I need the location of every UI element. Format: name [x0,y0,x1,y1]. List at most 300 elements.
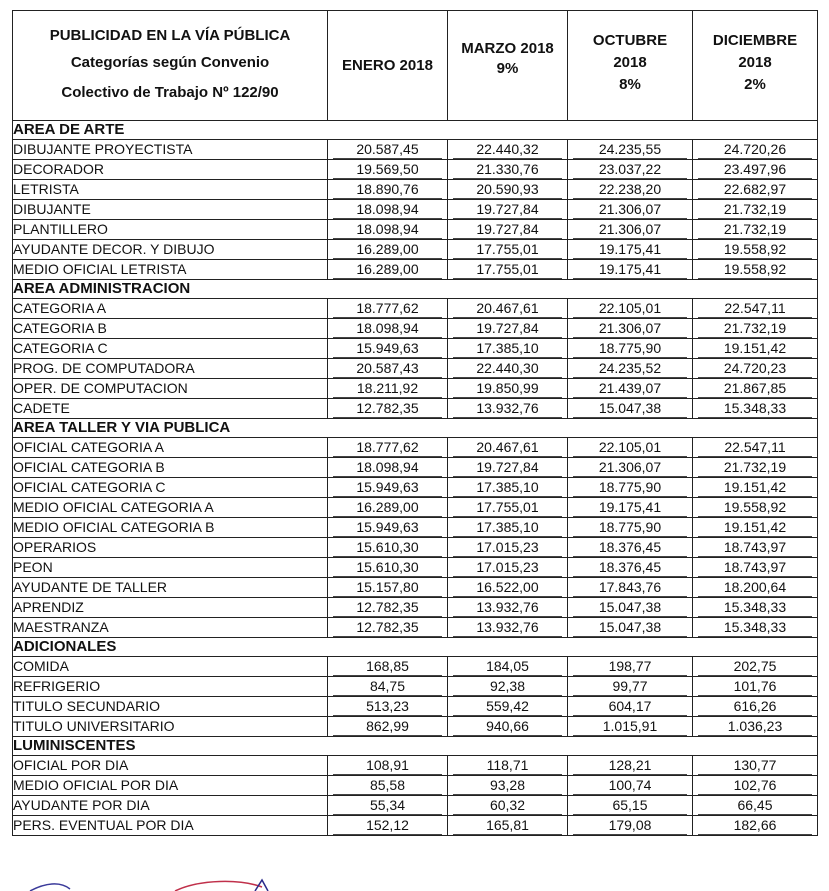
salary-cell [328,299,448,319]
salary-value: 22.105,01 [573,438,687,457]
salary-value: 18.211,92 [333,379,442,398]
salary-cell [328,558,448,578]
salary-cell [328,140,448,160]
salary-cell [568,618,693,638]
category-name: OFICIAL CATEGORIA A [13,438,328,458]
salary-value: 22.682,97 [698,180,812,199]
salary-value: 19.727,84 [453,200,562,219]
salary-cell [448,379,568,399]
salary-cell [693,816,818,836]
salary-cell [568,598,693,618]
salary-value: 18.098,94 [333,220,442,239]
salary-value: 100,74 [573,776,687,795]
column-header-marzo [448,11,568,121]
category-name: CATEGORIA A [13,299,328,319]
salary-cell [328,399,448,419]
salary-value: 19.569,50 [333,160,442,179]
salary-cell [448,339,568,359]
salary-value: 22.440,32 [453,140,562,159]
salary-cell [693,438,818,458]
salary-cell [328,220,448,240]
category-name: OPER. DE COMPUTACION [13,379,328,399]
salary-value: 18.775,90 [573,518,687,537]
salary-value: 92,38 [453,677,562,696]
salary-value: 15.047,38 [573,618,687,637]
salary-value: 17.015,23 [453,558,562,577]
salary-cell [448,677,568,697]
salary-cell [693,618,818,638]
salary-cell [328,260,448,280]
salary-value: 23.037,22 [573,160,687,179]
salary-value: 13.932,76 [453,399,562,418]
salary-cell [448,598,568,618]
salary-cell [693,240,818,260]
category-name: MEDIO OFICIAL CATEGORIA B [13,518,328,538]
salary-cell [448,359,568,379]
salary-value: 15.047,38 [573,399,687,418]
salary-value: 21.330,76 [453,160,562,179]
salary-cell [693,756,818,776]
salary-value: 19.175,41 [573,260,687,279]
column-header-line: MARZO 2018 [461,39,554,57]
salary-value: 19.850,99 [453,379,562,398]
salary-value: 108,91 [333,756,442,775]
category-name: PROG. DE COMPUTADORA [13,359,328,379]
table-row [13,816,818,836]
salary-cell [693,359,818,379]
column-header-line: 2018 [738,53,772,71]
salary-cell [568,796,693,816]
salary-value: 15.949,63 [333,518,442,537]
salary-value: 21.306,07 [573,319,687,338]
salary-cell [568,578,693,598]
salary-value: 604,17 [573,697,687,716]
salary-cell [568,657,693,677]
salary-value: 18.376,45 [573,538,687,557]
salary-cell [328,816,448,836]
salary-value: 85,58 [333,776,442,795]
category-name: OFICIAL CATEGORIA B [13,458,328,478]
salary-value: 940,66 [453,717,562,736]
salary-value: 66,45 [698,796,812,815]
salary-value: 19.727,84 [453,319,562,338]
salary-value: 15.157,80 [333,578,442,597]
table-body [13,121,818,836]
salary-cell [568,458,693,478]
salary-value: 22.238,20 [573,180,687,199]
header-row [13,11,818,121]
salary-value: 15.348,33 [698,618,812,637]
table-row [13,796,818,816]
salary-value: 202,75 [698,657,812,676]
salary-cell [448,796,568,816]
salary-cell [568,240,693,260]
salary-cell [448,240,568,260]
salary-cell [568,359,693,379]
salary-cell [328,180,448,200]
column-header-diciembre [693,11,818,121]
salary-cell [693,717,818,737]
category-name: DIBUJANTE [13,200,328,220]
table-row [13,399,818,419]
category-name: MEDIO OFICIAL CATEGORIA A [13,498,328,518]
salary-value: 22.440,30 [453,359,562,378]
salary-value: 616,26 [698,697,812,716]
category-name: DIBUJANTE PROYECTISTA [13,140,328,160]
salary-cell [328,478,448,498]
salary-cell [693,140,818,160]
salary-cell [448,776,568,796]
salary-cell [448,299,568,319]
salary-cell [568,339,693,359]
salary-cell [568,200,693,220]
salary-value: 19.151,42 [698,339,812,358]
section-title: AREA DE ARTE [13,121,818,140]
salary-value: 513,23 [333,697,442,716]
salary-value: 21.439,07 [573,379,687,398]
salary-cell [693,657,818,677]
salary-cell [448,538,568,558]
salary-value: 19.727,84 [453,220,562,239]
salary-value: 18.777,62 [333,299,442,318]
salary-cell [568,498,693,518]
salary-cell [568,260,693,280]
table-title [13,11,328,121]
category-name: MEDIO OFICIAL LETRISTA [13,260,328,280]
salary-value: 21.306,07 [573,200,687,219]
category-name: PEON [13,558,328,578]
salary-value: 15.047,38 [573,598,687,617]
salary-cell [448,578,568,598]
salary-value: 12.782,35 [333,399,442,418]
table-row [13,160,818,180]
section-title: AREA ADMINISTRACION [13,280,818,299]
salary-value: 184,05 [453,657,562,676]
section-title: ADICIONALES [13,638,818,657]
table-row [13,240,818,260]
salary-value: 19.175,41 [573,498,687,517]
salary-value: 93,28 [453,776,562,795]
salary-value: 1.015,91 [573,717,687,736]
table-row [13,578,818,598]
salary-value: 19.558,92 [698,260,812,279]
salary-cell [693,558,818,578]
section-header-row [13,737,818,756]
salary-cell [693,458,818,478]
salary-value: 152,12 [333,816,442,835]
category-name: CATEGORIA B [13,319,328,339]
salary-value: 18.098,94 [333,319,442,338]
table-row [13,598,818,618]
salary-cell [328,160,448,180]
salary-cell [568,518,693,538]
salary-cell [448,438,568,458]
salary-value: 15.610,30 [333,538,442,557]
salary-cell [448,220,568,240]
salary-table [12,10,818,836]
salary-cell [693,538,818,558]
salary-cell [328,518,448,538]
category-name: PERS. EVENTUAL POR DIA [13,816,328,836]
salary-value: 55,34 [333,796,442,815]
salary-cell [328,240,448,260]
table-row [13,776,818,796]
salary-value: 21.306,07 [573,458,687,477]
salary-cell [328,697,448,717]
table-row [13,359,818,379]
salary-cell [693,578,818,598]
category-name: MEDIO OFICIAL POR DIA [13,776,328,796]
table-row [13,319,818,339]
salary-cell [693,200,818,220]
salary-cell [448,558,568,578]
salary-value: 15.949,63 [333,339,442,358]
salary-cell [328,319,448,339]
salary-value: 21.867,85 [698,379,812,398]
salary-cell [448,756,568,776]
salary-value: 18.777,62 [333,438,442,457]
salary-cell [568,160,693,180]
salary-value: 20.587,45 [333,140,442,159]
table-row [13,299,818,319]
salary-value: 19.558,92 [698,240,812,259]
salary-value: 22.547,11 [698,438,812,457]
salary-value: 15.348,33 [698,598,812,617]
section-header-row [13,638,818,657]
title-line: Categorías según Convenio [70,53,270,71]
salary-cell [693,478,818,498]
salary-cell [448,697,568,717]
salary-value: 17.755,01 [453,498,562,517]
salary-value: 18.775,90 [573,339,687,358]
salary-value: 21.732,19 [698,220,812,239]
salary-cell [568,756,693,776]
salary-value: 18.200,64 [698,578,812,597]
salary-value: 18.890,76 [333,180,442,199]
salary-value: 18.775,90 [573,478,687,497]
salary-cell [328,657,448,677]
salary-cell [328,756,448,776]
salary-value: 862,99 [333,717,442,736]
salary-cell [568,220,693,240]
salary-cell [328,717,448,737]
section-header-row [13,121,818,140]
category-name: AYUDANTE DE TALLER [13,578,328,598]
salary-value: 16.289,00 [333,498,442,517]
salary-value: 179,08 [573,816,687,835]
salary-value: 24.720,23 [698,359,812,378]
salary-value: 118,71 [453,756,562,775]
salary-cell [693,796,818,816]
salary-cell [568,816,693,836]
salary-value: 1.036,23 [698,717,812,736]
category-name: CADETE [13,399,328,419]
category-name: MAESTRANZA [13,618,328,638]
category-name: TITULO UNIVERSITARIO [13,717,328,737]
category-name: CATEGORIA C [13,339,328,359]
salary-value: 17.755,01 [453,260,562,279]
salary-cell [693,299,818,319]
category-name: TITULO SECUNDARIO [13,697,328,717]
salary-cell [328,379,448,399]
salary-value: 18.098,94 [333,200,442,219]
salary-value: 102,76 [698,776,812,795]
salary-value: 17.385,10 [453,339,562,358]
salary-cell [568,140,693,160]
category-name: OFICIAL CATEGORIA C [13,478,328,498]
title-line: Colectivo de Trabajo Nº 122/90 [61,83,279,101]
salary-cell [328,498,448,518]
salary-cell [568,697,693,717]
salary-value: 15.348,33 [698,399,812,418]
table-row [13,618,818,638]
category-name: AYUDANTE DECOR. Y DIBUJO [13,240,328,260]
salary-value: 18.098,94 [333,458,442,477]
salary-value: 101,76 [698,677,812,696]
salary-cell [448,498,568,518]
salary-cell [448,478,568,498]
salary-value: 65,15 [573,796,687,815]
salary-value: 21.306,07 [573,220,687,239]
salary-value: 18.743,97 [698,558,812,577]
salary-cell [328,796,448,816]
category-name: COMIDA [13,657,328,677]
column-header-line: 2018 [613,53,647,71]
table-row [13,220,818,240]
salary-value: 21.732,19 [698,458,812,477]
column-header-line: OCTUBRE [592,31,668,49]
salary-value: 24.235,52 [573,359,687,378]
salary-cell [448,180,568,200]
salary-value: 15.949,63 [333,478,442,497]
salary-value: 17.385,10 [453,518,562,537]
salary-cell [448,140,568,160]
table-row [13,717,818,737]
salary-value: 13.932,76 [453,618,562,637]
salary-cell [328,578,448,598]
salary-value: 13.932,76 [453,598,562,617]
salary-value: 99,77 [573,677,687,696]
column-header-line: 2% [744,75,766,93]
table-row [13,180,818,200]
salary-value: 22.547,11 [698,299,812,318]
salary-value: 20.467,61 [453,438,562,457]
salary-cell [328,776,448,796]
column-header-line: 8% [619,75,641,93]
salary-cell [693,260,818,280]
salary-cell [448,458,568,478]
salary-cell [693,518,818,538]
salary-cell [693,677,818,697]
salary-value: 60,32 [453,796,562,815]
category-name: PLANTILLERO [13,220,328,240]
table-row [13,339,818,359]
salary-cell [693,697,818,717]
salary-cell [568,717,693,737]
salary-value: 24.235,55 [573,140,687,159]
category-name: APRENDIZ [13,598,328,618]
salary-value: 21.732,19 [698,200,812,219]
salary-value: 18.743,97 [698,538,812,557]
column-header-octubre [568,11,693,121]
salary-cell [448,816,568,836]
salary-cell [448,657,568,677]
table-row [13,677,818,697]
salary-cell [328,538,448,558]
salary-value: 16.289,00 [333,260,442,279]
salary-cell [328,677,448,697]
salary-cell [328,200,448,220]
salary-value: 20.467,61 [453,299,562,318]
salary-cell [568,299,693,319]
salary-value: 15.610,30 [333,558,442,577]
salary-cell [328,458,448,478]
salary-value: 23.497,96 [698,160,812,179]
salary-value: 84,75 [333,677,442,696]
category-name: AYUDANTE POR DIA [13,796,328,816]
salary-cell [693,399,818,419]
salary-value: 130,77 [698,756,812,775]
salary-cell [448,160,568,180]
salary-value: 19.151,42 [698,478,812,497]
salary-value: 165,81 [453,816,562,835]
section-title: AREA TALLER Y VIA PUBLICA [13,419,818,438]
table-row [13,538,818,558]
salary-value: 17.385,10 [453,478,562,497]
salary-cell [568,478,693,498]
salary-cell [448,200,568,220]
table-row [13,438,818,458]
salary-cell [568,438,693,458]
salary-value: 128,21 [573,756,687,775]
table-row [13,140,818,160]
table-row [13,756,818,776]
salary-value: 168,85 [333,657,442,676]
title-line: PUBLICIDAD EN LA VÍA PÚBLICA [49,26,291,44]
salary-cell [448,399,568,419]
table-row [13,657,818,677]
salary-value: 22.105,01 [573,299,687,318]
table-row [13,558,818,578]
salary-cell [693,498,818,518]
salary-cell [568,538,693,558]
salary-value: 21.732,19 [698,319,812,338]
salary-value: 20.587,43 [333,359,442,378]
salary-value: 19.727,84 [453,458,562,477]
salary-value: 12.782,35 [333,598,442,617]
salary-value: 17.843,76 [573,578,687,597]
salary-cell [693,220,818,240]
column-header-line: 9% [496,59,519,77]
salary-cell [328,339,448,359]
category-name: OFICIAL POR DIA [13,756,328,776]
salary-value: 182,66 [698,816,812,835]
salary-cell [693,598,818,618]
salary-value: 17.015,23 [453,538,562,557]
column-header-line: DICIEMBRE [712,31,798,49]
salary-cell [568,319,693,339]
salary-cell [448,260,568,280]
salary-cell [693,319,818,339]
salary-cell [448,319,568,339]
section-header-row [13,280,818,299]
category-name: REFRIGERIO [13,677,328,697]
salary-cell [328,598,448,618]
salary-cell [693,160,818,180]
salary-cell [568,558,693,578]
signature-marks [0,877,829,891]
table-row [13,478,818,498]
